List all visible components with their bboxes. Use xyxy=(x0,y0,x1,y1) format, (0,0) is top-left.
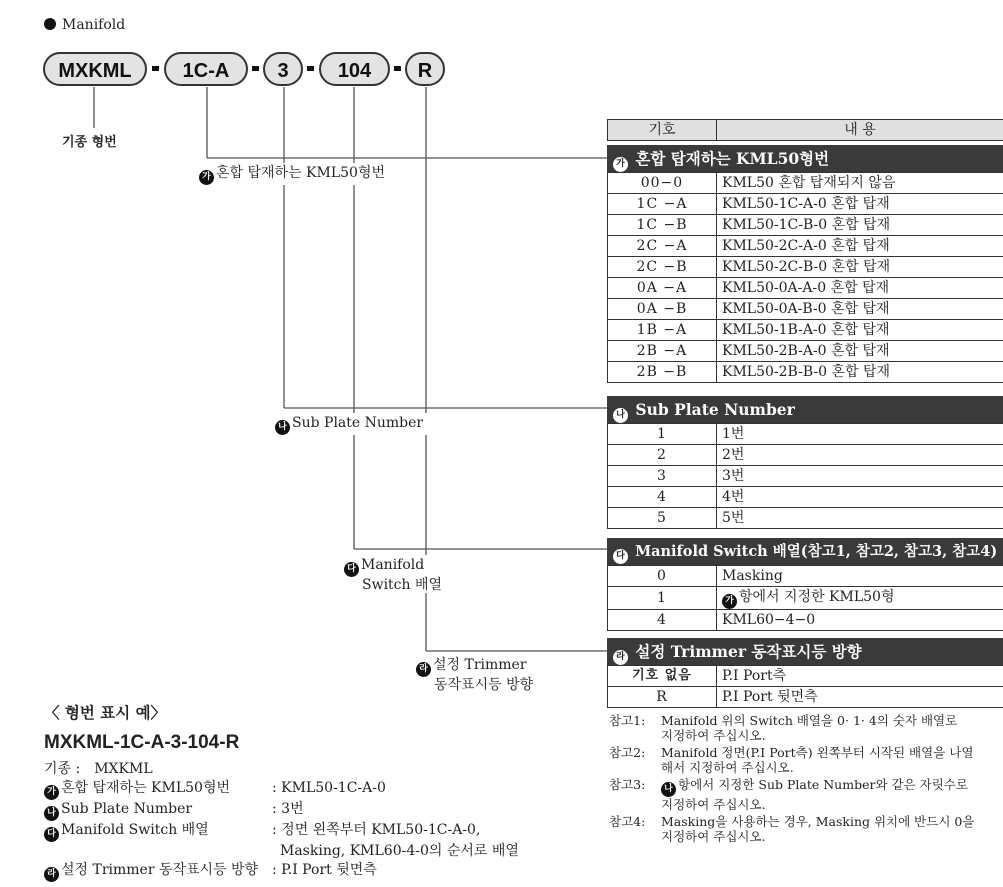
header-symbol: 기호 xyxy=(608,120,717,141)
table-row xyxy=(608,320,1003,341)
ra-badge-icon: 라 xyxy=(44,867,59,882)
code-part-subplate: 3 xyxy=(263,52,303,86)
da-badge-icon: 다 xyxy=(613,549,628,564)
ra-badge-icon: 라 xyxy=(613,650,628,665)
row-code: 1 xyxy=(608,424,717,445)
ra-section-title: 라 설정 Trimmer 동작표시등 방향 xyxy=(607,638,1003,665)
table-row xyxy=(608,587,1003,610)
row-code: 1 xyxy=(608,587,717,610)
row-code: 0 xyxy=(608,566,717,587)
row-code: 5 xyxy=(608,508,717,529)
ra-label: 라 설정 Trimmer 동작표시등 방향 xyxy=(416,657,533,694)
note-item: 참고2: Manifold 정면(P.I Port측) 왼쪽부터 시작된 배열을 나열 해서 지정하여 주십시오. xyxy=(609,745,974,775)
na-badge-icon: 나 xyxy=(275,420,290,435)
row-desc: KML50-1C-A-0 혼합 탑재 xyxy=(717,194,1003,215)
ga-table xyxy=(607,119,1003,141)
da-badge-icon: 다 xyxy=(44,827,59,842)
ga-badge-icon: 가 xyxy=(613,157,628,172)
da-badge-icon: 다 xyxy=(344,562,359,577)
ga-rows xyxy=(607,172,1003,383)
na-badge-icon: 나 xyxy=(44,806,59,821)
example-heading: 〈 형번 표시 예〉 xyxy=(44,704,167,722)
table-row xyxy=(608,610,1003,631)
row-code: 1C −A xyxy=(608,194,717,215)
row-desc: Masking xyxy=(717,566,1003,587)
example-details xyxy=(44,760,584,882)
base-model-label: 기종 형번 xyxy=(62,135,117,150)
table-row xyxy=(608,194,1003,215)
table-row xyxy=(608,566,1003,587)
row-desc: KML60−4−0 xyxy=(717,610,1003,631)
manifold-heading: Manifold xyxy=(44,17,125,33)
header-content: 내 용 xyxy=(717,120,1003,141)
example-item: 가 혼합 탑재하는 KML50형번 : KML50-1C-A-0 xyxy=(44,779,584,800)
table-row xyxy=(608,445,1003,466)
na-section-title: 나 Sub Plate Number xyxy=(607,396,1003,423)
ga-label: 가 혼합 탑재하는 KML50형번 xyxy=(199,165,385,185)
note-item: 참고3: 나 항에서 지정한 Sub Plate Number와 같은 자릿수로 지정하여 주십시오. xyxy=(609,777,968,812)
table-row xyxy=(608,236,1003,257)
row-desc: KML50-0A-B-0 혼합 탑재 xyxy=(717,299,1003,320)
row-code: 2C −B xyxy=(608,257,717,278)
row-desc: KML50-1B-A-0 혼합 탑재 xyxy=(717,320,1003,341)
row-desc: 3번 xyxy=(717,466,1003,487)
code-part-model: MXKML xyxy=(43,52,147,86)
row-code: 2B −B xyxy=(608,362,717,383)
table-row xyxy=(608,687,1003,708)
ra-rows xyxy=(607,665,1003,708)
table-row xyxy=(608,424,1003,445)
row-code: 2 xyxy=(608,445,717,466)
table-row xyxy=(608,362,1003,383)
row-desc: KML50-0A-A-0 혼합 탑재 xyxy=(717,278,1003,299)
table-row xyxy=(608,466,1003,487)
ga-section-title: 가 혼합 탑재하는 KML50형번 xyxy=(607,145,1003,172)
example-item: 다 Manifold Switch 배열 : 정면 왼쪽부터 KML50-1C-A-0, Masking, KML60-4-0의 순서로 배열 xyxy=(44,821,584,861)
table-header-row xyxy=(608,120,1003,141)
notes xyxy=(609,713,1003,844)
table-row xyxy=(608,299,1003,320)
row-code: 4 xyxy=(608,487,717,508)
row-code: 1B −A xyxy=(608,320,717,341)
bullet-icon xyxy=(44,18,56,30)
table-row xyxy=(608,278,1003,299)
ga-badge-icon: 가 xyxy=(722,594,737,609)
na-badge-icon: 나 xyxy=(661,782,676,797)
row-desc: KML50-2C-A-0 혼합 탑재 xyxy=(717,236,1003,257)
code-dash xyxy=(307,66,314,71)
row-code: 2B −A xyxy=(608,341,717,362)
row-code: R xyxy=(608,687,717,708)
table-row xyxy=(608,215,1003,236)
table-row xyxy=(608,257,1003,278)
table-row xyxy=(608,487,1003,508)
table-row xyxy=(608,666,1003,687)
code-dash xyxy=(152,66,159,71)
row-code: 2C −A xyxy=(608,236,717,257)
row-desc: 2번 xyxy=(717,445,1003,466)
row-desc: KML50-1C-B-0 혼합 탑재 xyxy=(717,215,1003,236)
row-desc: KML50-2B-A-0 혼합 탑재 xyxy=(717,341,1003,362)
row-code: 0A −A xyxy=(608,278,717,299)
row-code: 4 xyxy=(608,610,717,631)
row-desc: KML50-2B-B-0 혼합 탑재 xyxy=(717,362,1003,383)
row-desc: KML50 혼합 탑재되지 않음 xyxy=(717,173,1003,194)
row-desc: KML50-2C-B-0 혼합 탑재 xyxy=(717,257,1003,278)
table-row xyxy=(608,508,1003,529)
ga-badge-icon: 가 xyxy=(44,785,59,800)
na-badge-icon: 나 xyxy=(613,408,628,423)
code-part-mixed: 1C-A xyxy=(164,52,248,86)
code-part-switch: 104 xyxy=(319,52,390,86)
ra-badge-icon: 라 xyxy=(416,662,431,677)
row-desc: 가 항에서 지정한 KML50형 xyxy=(717,587,1003,610)
row-desc: 1번 xyxy=(717,424,1003,445)
row-code: 0A −B xyxy=(608,299,717,320)
code-dash xyxy=(394,66,401,71)
row-code: 00−0 xyxy=(608,173,717,194)
row-desc: 4번 xyxy=(717,487,1003,508)
row-code: 기호 없음 xyxy=(608,666,717,687)
da-section-title: 다 Manifold Switch 배열(참고1, 참고2, 참고3, 참고4) xyxy=(607,538,1003,565)
example-model-row: 기종 : MXKML xyxy=(44,761,153,777)
code-part-direction: R xyxy=(405,52,445,86)
example-item: 라 설정 Trimmer 동작표시등 방향 : P.I Port 뒷면측 xyxy=(44,861,584,882)
row-code: 3 xyxy=(608,466,717,487)
da-label: 다 Manifold Switch 배열 xyxy=(344,557,442,594)
table-row xyxy=(608,341,1003,362)
code-dash xyxy=(252,66,259,71)
note-item: 참고1: Manifold 위의 Switch 배열을 0· 1· 4의 숫자 배열로 지정하여 주십시오. xyxy=(609,713,958,743)
table-row xyxy=(608,173,1003,194)
na-label: 나 Sub Plate Number xyxy=(275,415,423,435)
row-code: 1C −B xyxy=(608,215,717,236)
note-item: 참고4: Masking을 사용하는 경우, Masking 위치에 반드시 0을 지정하여 주십시오. xyxy=(609,814,975,844)
row-desc: P.I Port 뒷면측 xyxy=(717,687,1003,708)
da-rows xyxy=(607,565,1003,631)
example-code: MXKML-1C-A-3-104-R xyxy=(44,732,240,753)
row-desc: 5번 xyxy=(717,508,1003,529)
row-desc: P.I Port측 xyxy=(717,666,1003,687)
example-item: 나 Sub Plate Number : 3번 xyxy=(44,800,584,821)
na-rows xyxy=(607,423,1003,529)
ga-badge-icon: 가 xyxy=(199,170,214,185)
